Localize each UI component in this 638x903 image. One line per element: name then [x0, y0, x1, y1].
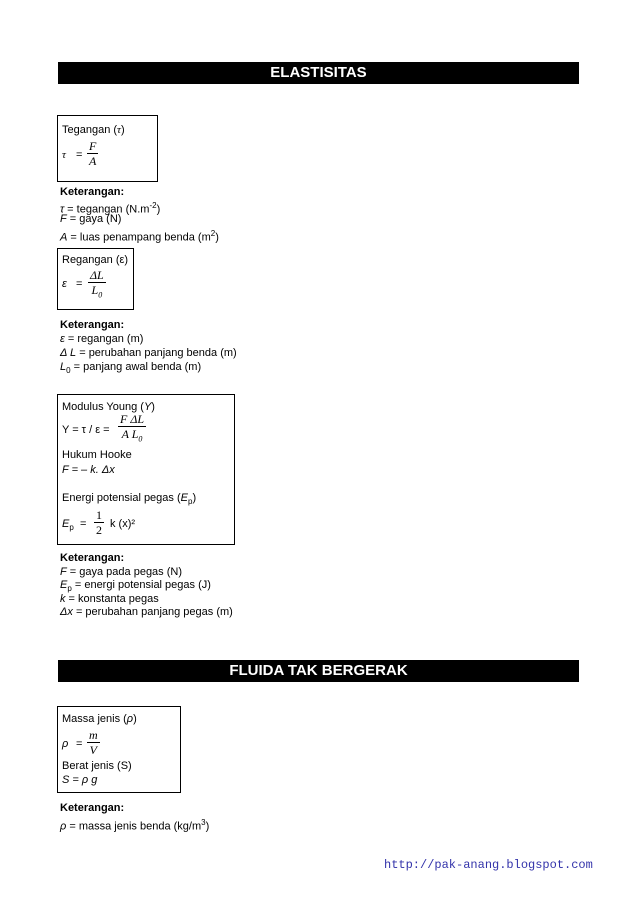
modulus-ket-line: Δx = perubahan panjang pegas (m): [60, 606, 233, 618]
regangan-lhs: ε: [62, 278, 67, 290]
modulus-ket-line: $E_p$ = energi potensial pegas (J): [60, 579, 211, 594]
massa-ket-line: ρ = massa jenis benda $(kg/m^3)$: [60, 818, 210, 833]
regangan-ket-line: ε = regangan (m): [60, 333, 144, 345]
hukum-hooke-equation: F = – k. Δx: [62, 464, 115, 476]
hukum-hooke-title: Hukum Hooke: [62, 449, 132, 461]
modulus-ket-line: F = gaya pada pegas (N): [60, 566, 183, 578]
modulus-ket-line: k = konstanta pegas: [60, 593, 159, 605]
berat-jenis-equation: S = ρ g: [62, 774, 98, 786]
section-header-elastisitas: ELASTISITAS: [58, 62, 579, 84]
regangan-fraction: $\frac{\Delta L}{L_0}$: [90, 268, 104, 300]
tegangan-lhs: τ: [62, 149, 66, 161]
energi-equals: =: [80, 518, 87, 530]
tegangan-ket-line: τ = tegangan $(N.m^{-2})$: [60, 201, 161, 216]
footer-blog-link[interactable]: http://pak-anang.blogspot.com: [384, 858, 593, 872]
massa-equals: =: [76, 738, 83, 750]
massa-jenis-title: Massa jenis (ρ): [62, 713, 137, 725]
tegangan-ket-line: F = gaya (N): [60, 213, 122, 225]
tegangan-equals: =: [76, 149, 83, 161]
energi-rhs: k (x)²: [110, 518, 136, 530]
tegangan-fraction: $\frac{F}{A}$: [89, 139, 97, 168]
energi-potensial-title: Energi potensial pegas $(E_p)$: [62, 492, 197, 507]
energi-fraction: $\frac{1}{2}$: [96, 508, 102, 537]
massa-fraction: $\frac{m}{V}$: [89, 728, 98, 757]
energi-lhs: $E_p$: [62, 518, 74, 533]
modulus-title: Modulus Young (Y): [62, 401, 155, 413]
modulus-lhs: Y = τ / ε =: [62, 424, 110, 436]
berat-jenis-title: Berat jenis (S): [62, 760, 132, 772]
modulus-keterangan-title: Keterangan:: [60, 552, 125, 564]
regangan-equals: =: [76, 278, 83, 290]
modulus-fraction: $\frac{\text{F ΔL}}{A L_0}$: [120, 412, 145, 444]
tegangan-title: Tegangan (τ): [62, 124, 125, 136]
massa-keterangan-title: Keterangan:: [60, 802, 125, 814]
regangan-ket-line: $L_0$ = panjang awal benda (m): [60, 361, 202, 376]
tegangan-keterangan-title: Keterangan:: [60, 186, 125, 198]
section-header-fluida: FLUIDA TAK BERGERAK: [58, 660, 579, 682]
regangan-keterangan-title: Keterangan:: [60, 319, 125, 331]
regangan-ket-line: Δ L = perubahan panjang benda (m): [60, 347, 237, 359]
massa-lhs: ρ: [62, 738, 69, 750]
tegangan-ket-line: A = luas penampang benda $(m^2)$: [60, 229, 219, 244]
regangan-title: Regangan (ε): [62, 254, 129, 266]
